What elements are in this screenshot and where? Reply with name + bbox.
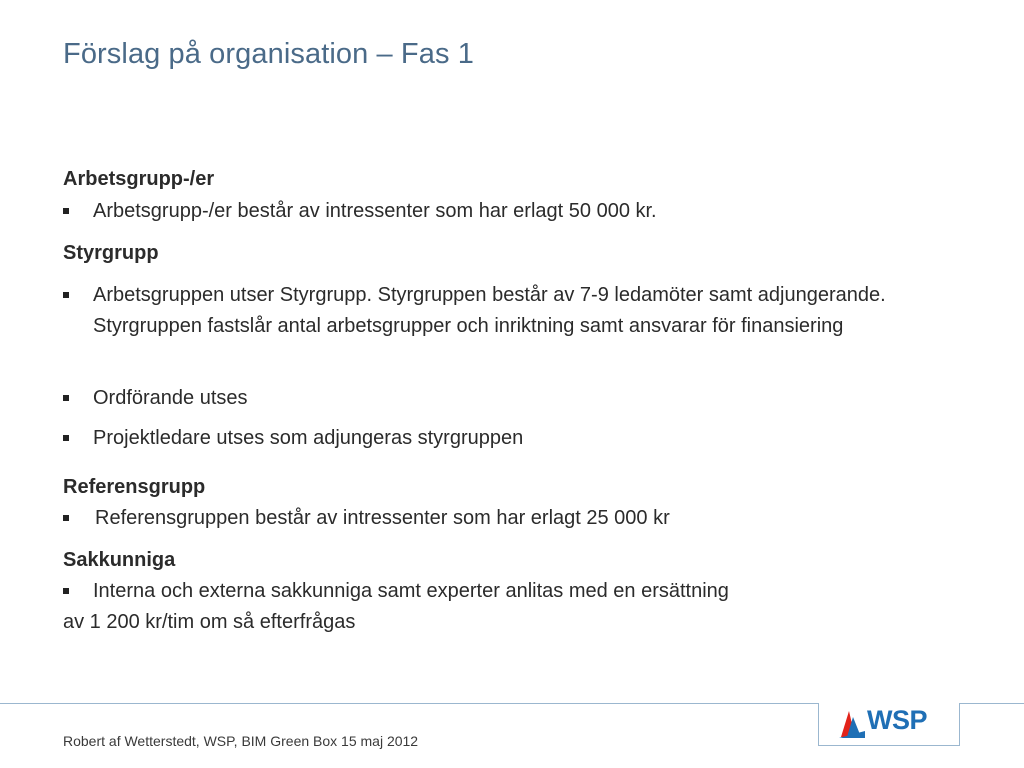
bullet-square-icon <box>63 395 69 401</box>
bullet-text: Ordförande utses <box>93 387 248 409</box>
continuation-text: av 1 200 kr/tim om så efterfrågas <box>63 611 356 633</box>
bullet-item <box>63 503 943 534</box>
heading-styrgrupp: Styrgrupp <box>63 242 159 264</box>
bullet-square-icon <box>63 515 69 521</box>
heading-referensgrupp: Referensgrupp <box>63 476 206 498</box>
bullet-text: Projektledare utses som adjungeras styrgruppen <box>93 427 524 449</box>
heading-sakkunniga: Sakkunniga <box>63 549 176 571</box>
bullet-text: Arbetsgruppen utser Styrgrupp. Styrgruppen består av 7-9 ledamöter samt adjungerande. Styrgruppen fastslår antal arbetsgrupper och inriktning samt ansvarar för finansiering <box>93 284 886 337</box>
bullet-item <box>63 423 943 454</box>
heading-arbetsgrupp: Arbetsgrupp-/er <box>63 168 215 190</box>
bullet-text: Referensgruppen består av intressenter som har erlagt 25 000 kr <box>95 507 670 529</box>
wsp-logo-icon <box>839 707 865 739</box>
bullet-square-icon <box>63 588 69 594</box>
bullet-text: Arbetsgrupp-/er består av intressenter som har erlagt 50 000 kr. <box>93 200 657 222</box>
bullet-item <box>63 576 943 607</box>
bullet-item <box>63 280 958 342</box>
bullet-item <box>63 383 943 414</box>
bullet-item <box>63 196 943 227</box>
logo-wordmark: WSP <box>867 705 928 735</box>
bullet-square-icon <box>63 435 69 441</box>
logo-tab <box>818 703 960 746</box>
slide-title: Förslag på organisation – Fas 1 <box>63 38 474 70</box>
bullet-square-icon <box>63 208 69 214</box>
bullet-text: Interna och externa sakkunniga samt experter anlitas med en ersättning <box>93 580 729 602</box>
footer-text: Robert af Wetterstedt, WSP, BIM Green Box 15 maj 2012 <box>63 733 419 749</box>
bullet-square-icon <box>63 292 69 298</box>
